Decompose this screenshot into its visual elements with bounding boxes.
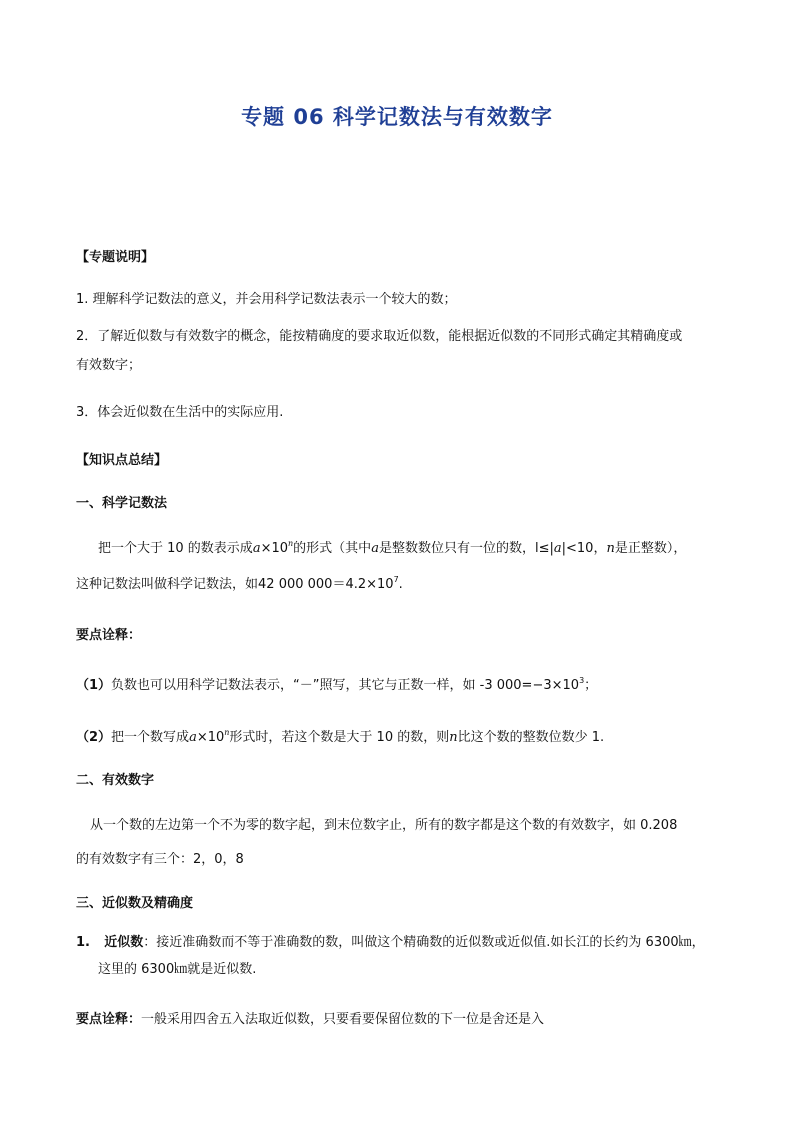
text: 的形式（其中	[293, 541, 372, 556]
text: 把一个数写成	[111, 730, 190, 745]
text: 是整数数位只有一位的数，	[378, 541, 535, 556]
superscript: 7	[393, 575, 399, 584]
list-label: （1）	[76, 678, 112, 693]
part2-heading: 二、有效数字	[76, 773, 155, 788]
part3-item-1	[76, 933, 738, 953]
desc-item-2-cont: 有效数字；	[76, 358, 142, 373]
part3-item-1-cont: 这里的 6300㎞就是近似数.	[98, 962, 257, 977]
superscript-n: n	[224, 728, 230, 737]
var-n: n	[606, 541, 615, 556]
part3-heading: 三、近似数及精确度	[76, 896, 194, 911]
text: 42 000 000＝4.2×10	[258, 577, 394, 592]
term: 近似数	[104, 935, 144, 950]
desc-heading: 【专题说明】	[76, 250, 155, 265]
part1-paragraph-line2	[76, 575, 738, 595]
text: ×10	[260, 541, 289, 556]
knowledge-heading: 【知识点总结】	[76, 453, 168, 468]
list-label: 1.	[76, 935, 90, 950]
superscript: 3	[579, 676, 585, 685]
page-title: 专题 06 科学记数法与有效数字	[241, 105, 553, 129]
text: 负数也可以用科学记数法表示，“－”照写，其它与正数一样，如 -3 000=−3×10	[111, 678, 580, 693]
text: 把一个大于 10 的数表示成	[98, 541, 253, 556]
var-a: a	[252, 541, 261, 556]
desc-item-2: 2．了解近似数与有效数字的概念，能按精确度的要求取近似数，能根据近似数的不同形式确定其精确度或	[76, 329, 683, 344]
part2-paragraph-line2: 的有效数字有三个：2，0，8	[76, 852, 244, 867]
text: |<10，	[561, 541, 607, 556]
text: l≤|	[534, 541, 554, 556]
part2-paragraph-line1: 从一个数的左边第一个不为零的数字起，到末位数字止，所有的数字都是这个数的有效数字，如 0.208	[90, 818, 678, 833]
text: ×10	[196, 730, 225, 745]
var-n: n	[449, 730, 458, 745]
desc-item-3: 3．体会近似数在生活中的实际应用.	[76, 405, 284, 420]
note-heading: 要点诠释：	[76, 1012, 142, 1027]
part1-heading: 一、科学记数法	[76, 496, 168, 511]
text: 一般采用四舍五入法取近似数，只要看要保留位数的下一位是舍还是入	[141, 1012, 545, 1027]
desc-item-1: 1. 理解科学记数法的意义，并会用科学记数法表示一个较大的数；	[76, 292, 457, 307]
part1-note-1	[76, 676, 738, 696]
var-a: a	[371, 541, 379, 556]
part1-paragraph-line1	[76, 539, 738, 559]
text: 是正整数），	[614, 541, 687, 556]
text: ；	[584, 678, 598, 693]
superscript-n: n	[288, 539, 294, 548]
text: .	[398, 577, 403, 592]
list-label: （2）	[76, 730, 112, 745]
var-a: a	[553, 541, 562, 556]
part1-note-heading: 要点诠释：	[76, 628, 142, 643]
var-a: a	[189, 730, 197, 745]
text: 这种记数法叫做科学记数法，如	[76, 577, 259, 592]
text: ：接近准确数而不等于准确数的数，叫做这个精确数的近似数或近似值.如长江的长约为 6300㎞，	[143, 935, 705, 950]
text: 形式时，若这个数是大于 10 的数，则	[229, 730, 450, 745]
part3-note	[76, 1010, 738, 1030]
text: 比这个数的整数位数少 1.	[457, 730, 605, 745]
part1-note-2	[76, 728, 738, 748]
